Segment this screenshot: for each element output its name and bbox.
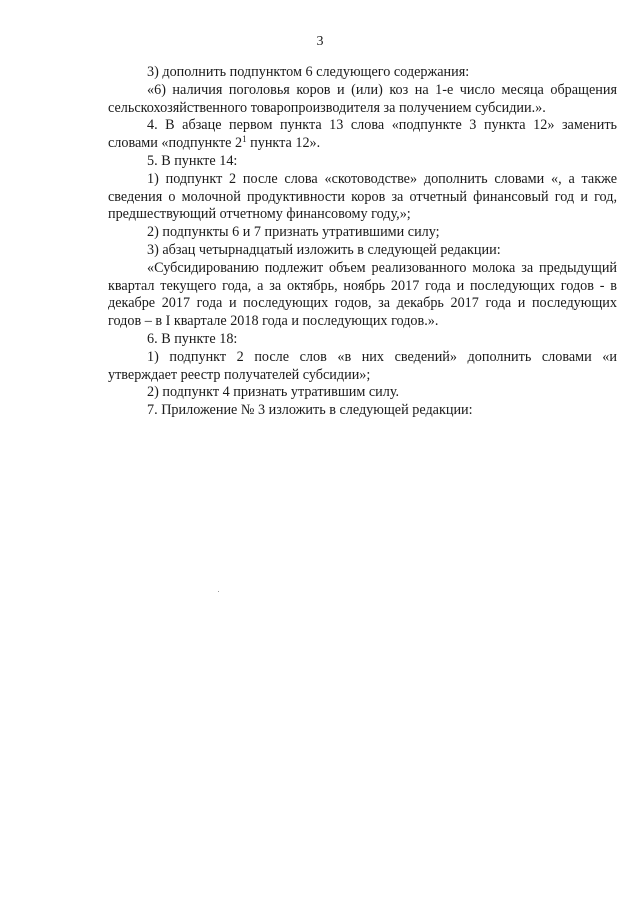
scan-speck bbox=[218, 591, 219, 592]
paragraph-item-6-heading: 6. В пункте 18: bbox=[147, 330, 238, 347]
superscript-index: 1 bbox=[242, 134, 247, 145]
paragraph-item-6-subitem-2: 2) подпункт 4 признать утратившим силу. bbox=[147, 384, 400, 401]
paragraph-item-5-subitem-3: 3) абзац четырнадцатый изложить в следующей редакции: bbox=[147, 241, 501, 258]
page-number: 3 bbox=[316, 34, 324, 49]
document-body bbox=[108, 64, 617, 420]
item-4-text-end: пункта 12». bbox=[246, 135, 321, 152]
paragraph-subitem-3-addition: 3) дополнить подпунктом 6 следующего содержания: bbox=[147, 64, 470, 80]
paragraph-item-6-subitem-1: 1) подпункт 2 после слов «в них сведений» дополнить словами «и утверждает реестр получателей субсидии»; bbox=[108, 348, 617, 383]
paragraph-item-5-subitem-2: 2) подпункты 6 и 7 признать утратившими силу; bbox=[147, 224, 440, 241]
paragraph-item-7: 7. Приложение № 3 изложить в следующей редакции: bbox=[147, 402, 473, 419]
paragraph-subitem-6-text: «6) наличия поголовья коров и (или) коз на 1-е число месяца обращения сельскохозяйственного товаропроизводителя за получением субсидии.». bbox=[108, 81, 617, 116]
paragraph-item-4 bbox=[108, 117, 617, 153]
item-4-text-start: 4. В абзаце первом пункта 13 слова «подпункте 3 пункта 12» заменить словами «подпункте 2 bbox=[108, 117, 617, 152]
paragraph-item-5-subitem-1: 1) подпункт 2 после слова «скотоводстве» дополнить словами «, а также сведения о молочной продуктивности коров за отчетный финансовый год и год, предшествующий отчетному финансовому году,»; bbox=[108, 170, 617, 223]
paragraph-quoted-subsidy-text: «Субсидированию подлежит объем реализованного молока за предыдущий квартал текущего года, а за октябрь, ноябрь 2017 года и последующих годов - в декабре 2017 года и последующих годов, за декабрь 2017 года и последующих годов – в I квартале 2018 года и последующих годов.». bbox=[108, 259, 617, 330]
paragraph-item-5-heading: 5. В пункте 14: bbox=[147, 152, 238, 169]
